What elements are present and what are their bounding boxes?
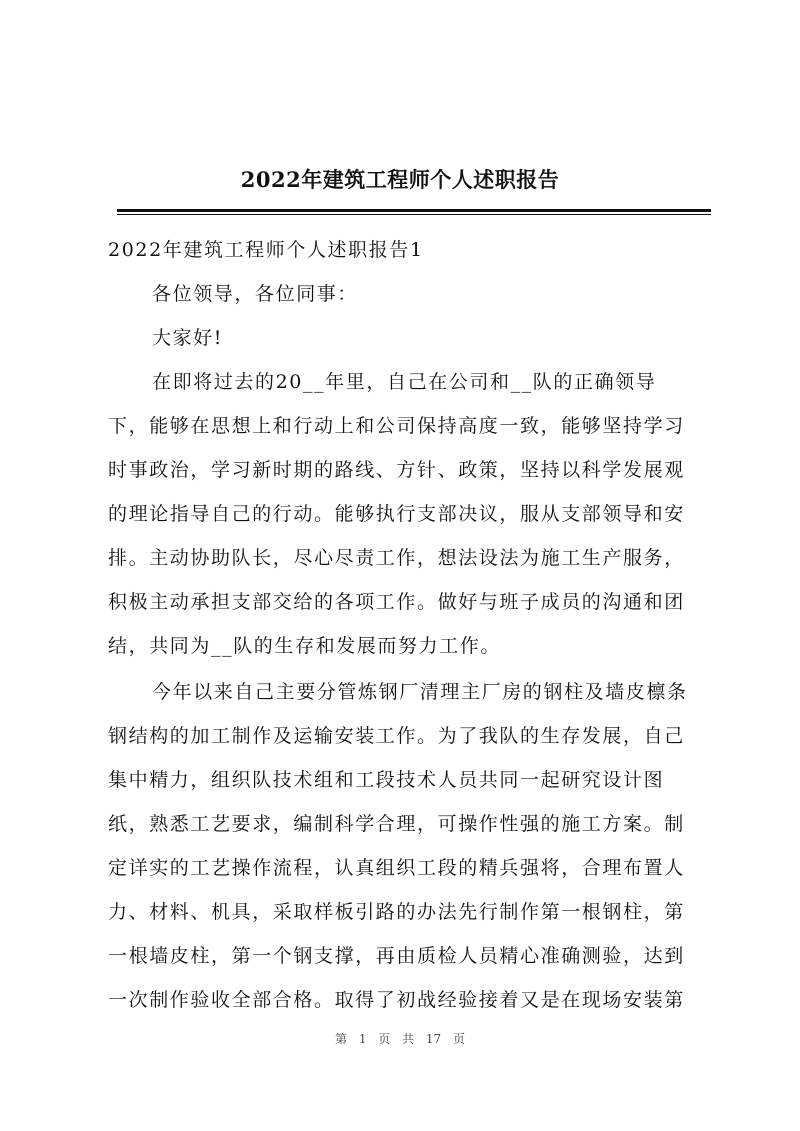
paragraph-line: 今年以来自己主要分管炼钢厂清理主厂房的钢柱及墙皮檩条 bbox=[152, 681, 688, 703]
paragraph-line: 定详实的工艺操作流程，认真组织工段的精兵强将，合理布置人 bbox=[108, 857, 685, 879]
title-rule bbox=[117, 209, 711, 212]
paragraph-line: 在即将过去的20__年里，自己在公司和__队的正确领导 bbox=[152, 371, 657, 393]
paragraph-line: 一根墙皮柱，第一个钢支撑，再由质检人员精心准确测验，达到 bbox=[108, 945, 685, 967]
greeting: 大家好! bbox=[152, 327, 224, 349]
paragraph-line: 一次制作验收全部合格。取得了初战经验接着又是在现场安装第 bbox=[108, 989, 685, 1011]
page-footer: 第 1 页 共 17 页 bbox=[335, 1032, 465, 1046]
paragraph-line: 时事政治，学习新时期的路线、方针、政策，坚持以科学发展观 bbox=[108, 459, 685, 481]
title-rule-thin bbox=[117, 214, 711, 215]
paragraph-line: 集中精力，组织队技术组和工段技术人员共同一起研究设计图 bbox=[108, 769, 665, 791]
paragraph-line: 结，共同为__队的生存和发展而努力工作。 bbox=[108, 635, 502, 657]
paragraph-line: 力、材料、机具，采取样板引路的办法先行制作第一根钢柱，第 bbox=[108, 901, 685, 923]
page-title: 2022年建筑工程师个人述职报告 bbox=[240, 167, 560, 192]
paragraph-line: 积极主动承担支部交给的各项工作。做好与班子成员的沟通和团 bbox=[108, 591, 685, 613]
salutation: 各位领导，各位同事： bbox=[152, 283, 359, 305]
paragraph-line: 排。主动协助队长，尽心尽责工作，想法设法为施工生产服务， bbox=[108, 547, 685, 569]
paragraph-line: 下，能够在思想上和行动上和公司保持高度一致，能够坚持学习 bbox=[108, 415, 685, 437]
paragraph-line: 的理论指导自己的行动。能够执行支部决议，服从支部领导和安 bbox=[108, 503, 685, 525]
paragraph-line: 钢结构的加工制作及运输安装工作。为了我队的生存发展，自己 bbox=[108, 725, 685, 747]
section-heading: 2022年建筑工程师个人述职报告1 bbox=[108, 239, 424, 261]
paragraph-line: 纸，熟悉工艺要求，编制科学合理，可操作性强的施工方案。制 bbox=[108, 813, 685, 835]
document-body bbox=[108, 228, 712, 1022]
